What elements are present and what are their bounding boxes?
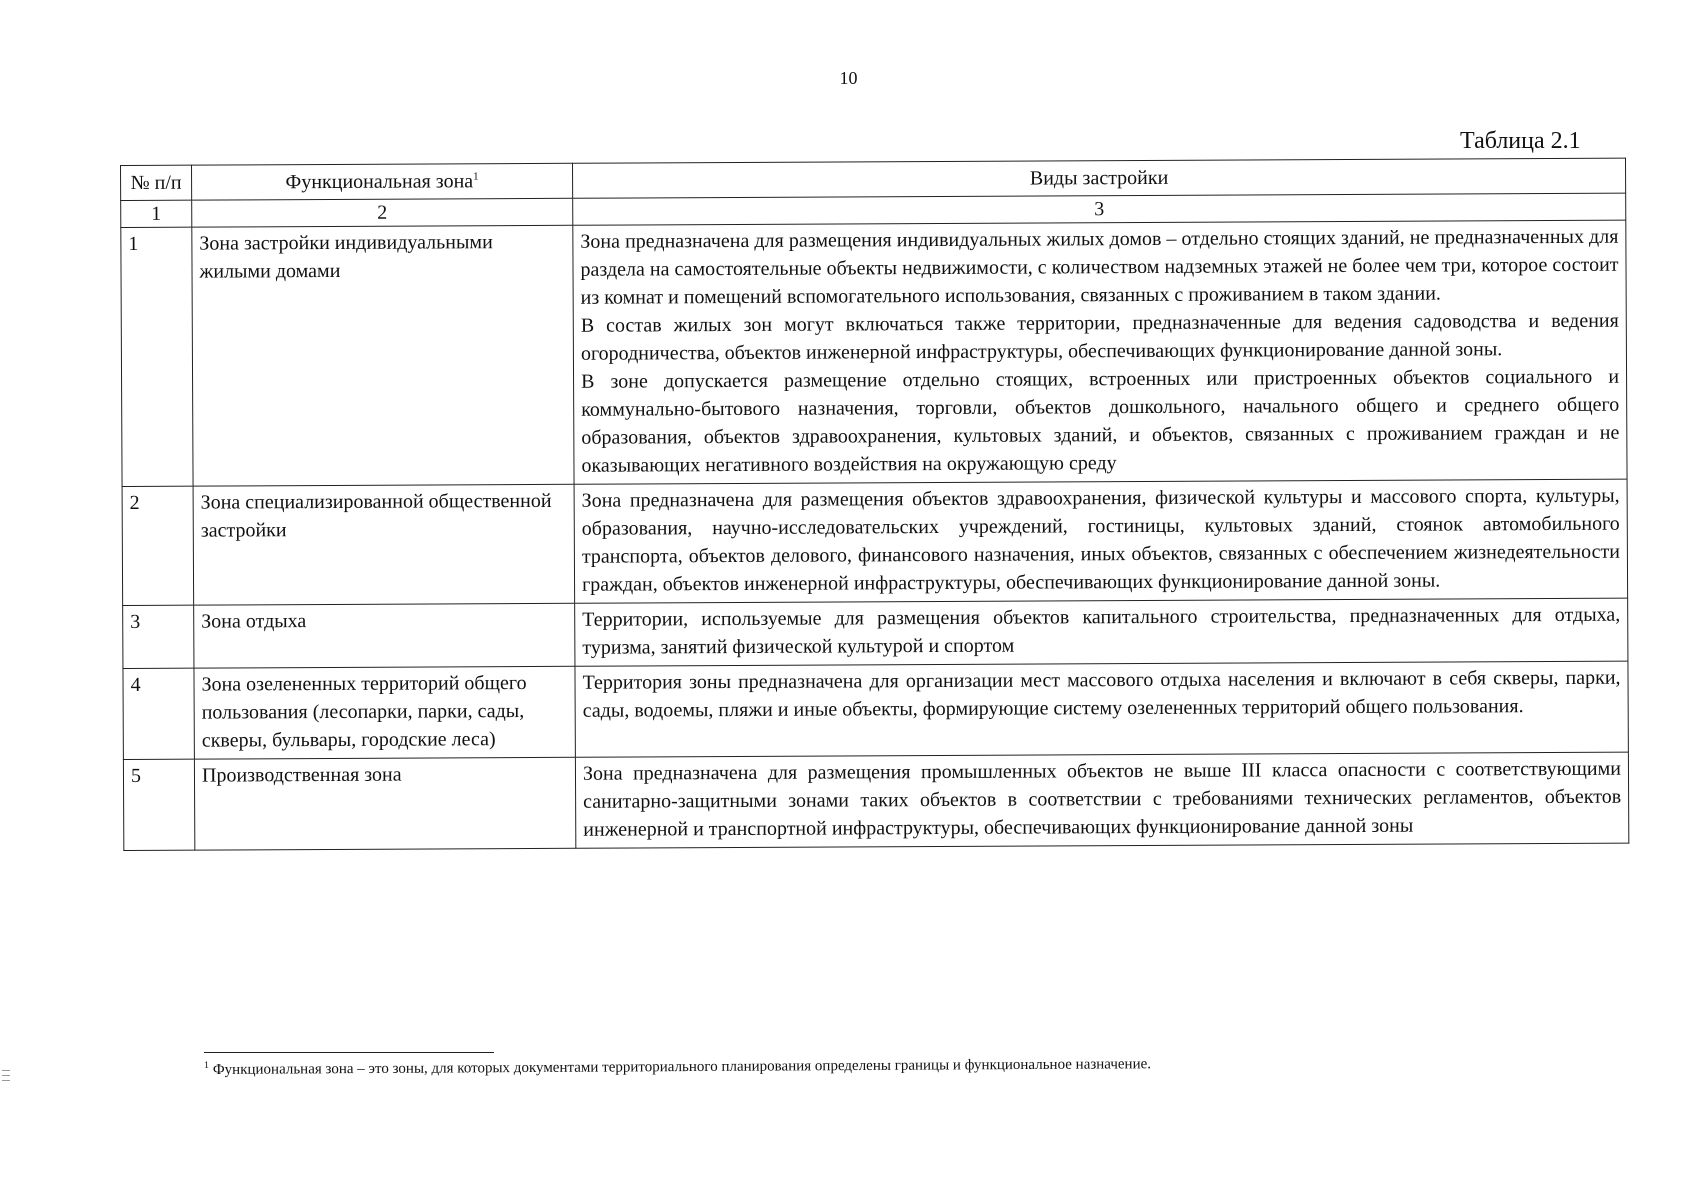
zone-description: [575, 752, 1628, 848]
column-number: 3: [573, 193, 1626, 225]
page-number: 10: [839, 68, 858, 88]
zone-name: Зона специализированной общественной застройки: [193, 484, 575, 605]
row-num: 3: [123, 605, 194, 668]
row-num: 5: [123, 759, 194, 850]
footnote-ref: 1: [473, 170, 479, 183]
zone-name: Зона застройки индивидуальными жилыми домами: [192, 225, 574, 486]
zone-description: [575, 661, 1628, 757]
table-row: [123, 661, 1628, 759]
footnote-divider: [204, 1052, 494, 1053]
zone-name: Зона отдыха: [194, 603, 575, 668]
description-paragraph: Зона предназначена для размещения промышленных объектов не выше III класса опасности с соответствующими санитарно-защитными зонами таких объектов в соответствии с требованиями технических регламентов, объектов инженерной и транспортной инфраструктуры, обеспечивающих функционирование данной зоны: [582, 757, 1622, 841]
zone-name: Зона озелененных территорий общего пользования (лесопарки, парки, сады, скверы, бульвары, городские леса): [194, 666, 575, 759]
table-row: [122, 479, 1628, 605]
zones-table: [120, 158, 1629, 851]
zone-description: [573, 220, 1627, 484]
scan-edge-mark: [2, 1070, 10, 1085]
zone-name: Производственная зона: [194, 757, 575, 850]
description-paragraph: Зона предназначена для размещения объектов здравоохранения, физической культуры и массового спорта, культуры, образования, научно-исследовательских учреждений, гостиницы, культовых зданий, стоянок автомобильного транспорта, объектов делового, финансового назначения, иных объектов, связанных с обеспечением жизнедеятельности граждан, объектов инженерной инфраструктуры, обеспечивающих функционирование данной зоны.: [581, 484, 1620, 596]
header-num: № п/п: [121, 165, 192, 200]
row-num: 2: [122, 486, 194, 605]
row-num: 4: [123, 668, 194, 759]
table-row: [121, 220, 1627, 486]
description-paragraph: В зоне допускается размещение отдельно стоящих, встроенных или пристроенных объектов социального и коммунально-бытового назначения, торговли, объектов дошкольного, начального общего и среднего общего образования, объектов здравоохранения, культовых зданий, и объектов, связанных с проживанием граждан и не оказывающих негативного воздействия на окружающую среду: [581, 365, 1620, 477]
row-num: 1: [121, 227, 193, 486]
column-number: 1: [121, 200, 192, 227]
zone-description: [574, 479, 1628, 603]
description-paragraph: Зона предназначена для размещения индивидуальных жилых домов – отдельно стоящих зданий, не предназначенных для раздела на самостоятельные объекты недвижимости, с количеством надземных этажей не более чем три, которое состоит из комнат и помещений вспомогательного использования, связанных с проживанием в таком здании.: [580, 225, 1619, 309]
footnote-text: Функциональная зона – это зоны, для которых документами территориального планирования определены границы и функциональное назначение.: [212, 1056, 1152, 1078]
description-paragraph: Территория зоны предназначена для организации мест массового отдыха населения и включают в себя скверы, парки, сады, водоемы, пляжи и иные объекты, формирующие систему озелененных территорий общего пользования.: [582, 666, 1621, 722]
zone-description: [575, 598, 1628, 666]
table-row: [123, 752, 1628, 850]
header-types: Виды застройки: [572, 158, 1625, 198]
header-zone-label: Функциональная зона: [285, 170, 474, 194]
header-zone: [192, 163, 573, 200]
footnote-mark: 1: [203, 1059, 210, 1071]
column-number: 2: [192, 198, 573, 227]
footnote: [204, 1056, 1151, 1079]
description-paragraph: Территории, используемые для размещения объектов капитального строительства, предназначенных для отдыха, туризма, занятий физической культурой и спортом: [582, 603, 1621, 659]
table-caption: Таблица 2.1: [1460, 128, 1581, 154]
description-paragraph: В состав жилых зон могут включаться также территории, предназначенные для ведения садоводства и ведения огородничества, объектов инженерной инфраструктуры, обеспечивающих функционирование данной зоны.: [580, 309, 1619, 365]
table-row: [123, 598, 1628, 668]
